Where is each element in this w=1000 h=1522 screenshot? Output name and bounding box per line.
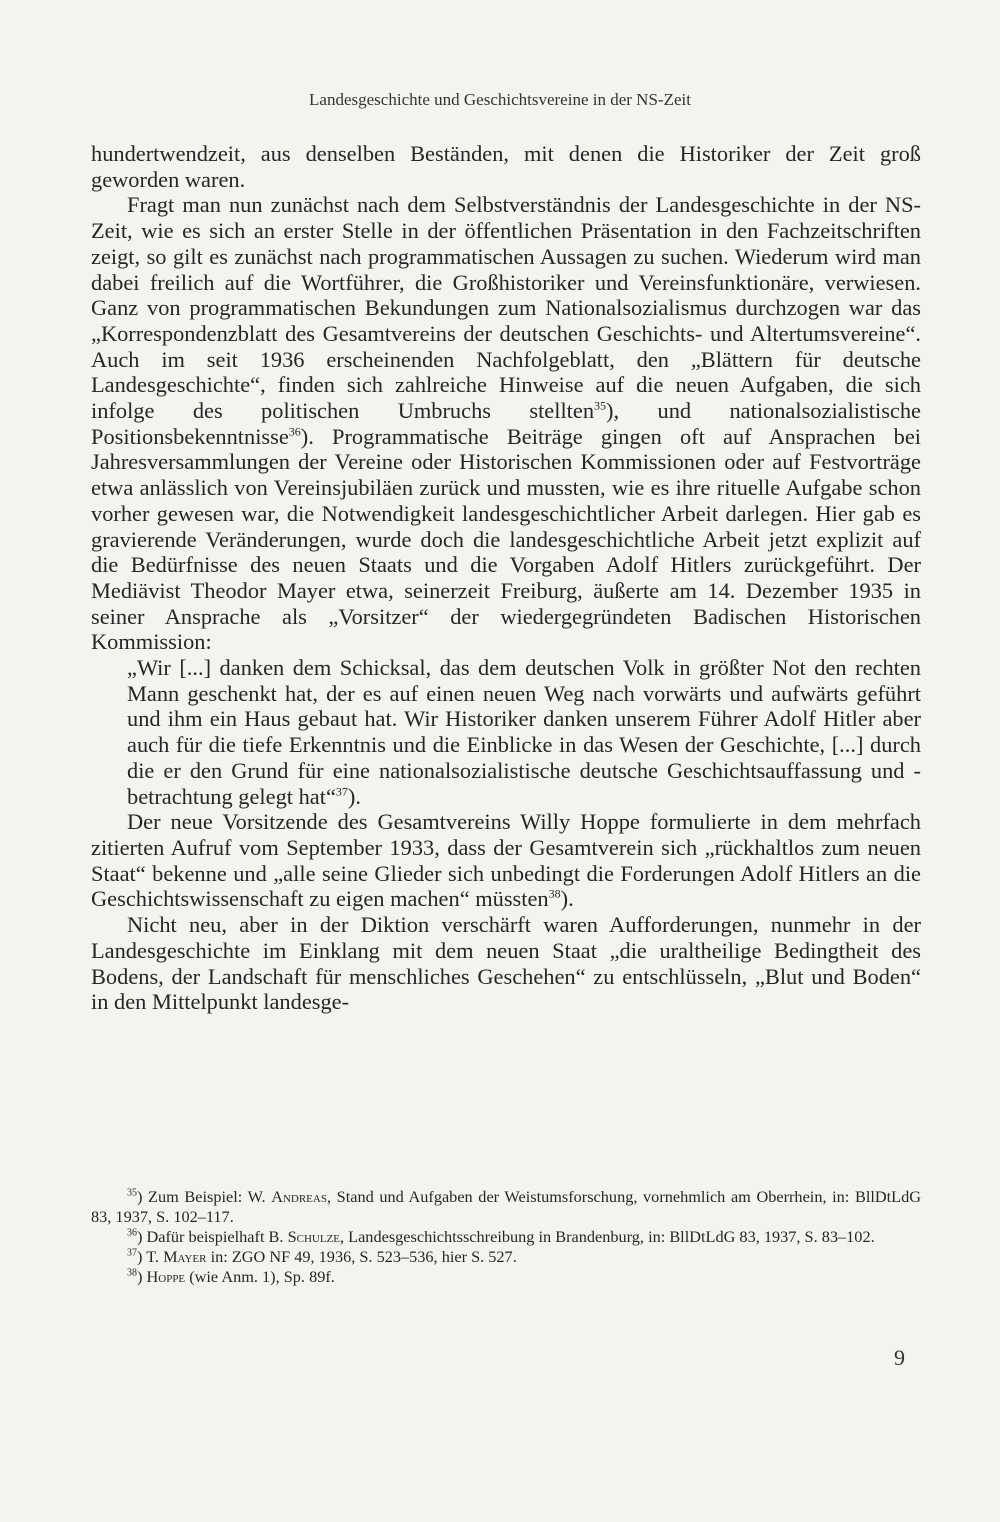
paragraph-hoppe: Der neue Vorsitzende des Gesamtvereins Willy Hoppe formulierte in dem mehrfach zitierten Aufruf vom September 1933, dass der Gesamtverein sich „rückhaltlos zum neuen Staat“ bekenne und „alle seine Glieder sich unbedingt die Forderungen Adolf Hitlers an die Geschichtswissenschaft zu eigen machen“ müssten$^{38}$). <box>91 809 921 912</box>
footnote-ref-38[interactable]: 38 <box>548 886 561 901</box>
page-number: 9 <box>894 1345 905 1370</box>
footnotes <box>91 1187 921 1287</box>
footnote-36: $^{36}$) Dafür beispielhaft B. Schulze, Landesgeschichtsschreibung in Brandenburg, in: BllDtLdG 83, 1937, S. 83–102. <box>127 1227 875 1246</box>
footnote-ref-35[interactable]: 35 <box>594 398 607 413</box>
running-head: Landesgeschichte und Geschichtsvereine in der NS-Zeit <box>309 90 691 109</box>
paragraph-self-understanding: Fragt man nun zunächst nach dem Selbstverständnis der Landesgeschichte in der NS-Zeit, wie es sich an erster Stelle in der öffentlichen Präsentation in den Fachzeitschriften zeigt, so gilt es zunächst nach programmatischen Aussagen zu suchen. Wiederum wird man dabei freilich auf die Wortführer, die Großhistoriker und Vereinsfunktionäre, verwiesen. Ganz von programmatischen Bekundungen zum Nationalsozialismus durchzogen war das „Korrespondenzblatt des Gesamtvereins der deutschen Geschichts- und Altertumsvereine“. Auch im seit 1936 erscheinenden Nachfolgeblatt, den „Blättern für deutsche Landesgeschichte“, finden sich zahlreiche Hinweise auf die neuen Aufgaben, die sich infolge des politischen Umbruchs stellten$^{35}$), und nationalsozialistische Positionsbekenntnisse$^{36}$). Programmatische Beiträge gingen oft auf Ansprachen bei Jahresversammlungen der Vereine oder Historischen Kommissionen oder auf Festvorträge etwa anlässlich von Vereinsjubiläen zurück und mussten, wie es ihre rituelle Aufgabe schon vorher gewesen war, die Notwendigkeit landesgeschichtlicher Arbeit darlegen. Hier gab es gravierende Veränderungen, wurde doch die landesgeschichtliche Arbeit jetzt explizit auf die Bedürfnisse des neuen Staats und die Vorgaben Adolf Hitlers zurückgeführt. Der Mediävist Theodor Mayer etwa, seinerzeit Freiburg, äußerte am 14. Dezember 1935 in seiner Ansprache als „Vorsitzer“ der wiedergegründeten Badischen Historischen Kommission: <box>91 192 921 655</box>
footnote-35: $^{35}$) Zum Beispiel: W. Andreas, Stand und Aufgaben der Weistumsforschung, vornehmlich am Oberrhein, in: BllDtLdG 83, 1937, S. 102–117. <box>91 1187 921 1226</box>
paragraph-continuation: hundertwendzeit, aus denselben Beständen, mit denen die Historiker der Zeit groß geworden waren. <box>91 141 921 192</box>
author-name: Hoppe <box>146 1267 186 1286</box>
footnote-38: $^{38}$) Hoppe (wie Anm. 1), Sp. 89f. <box>127 1267 335 1286</box>
author-name: Schulze <box>287 1227 340 1246</box>
footnote-ref-36[interactable]: 36 <box>288 424 301 439</box>
paragraph-blut-und-boden: Nicht neu, aber in der Diktion verschärft waren Aufforderungen, nunmehr in der Landesgeschichte im Einklang mit dem neuen Staat „die uraltheilige Bedingtheit des Bodens, der Landschaft für menschliches Geschehen“ zu entschlüsseln, „Blut und Boden“ in den Mittelpunkt landesge- <box>91 912 921 1015</box>
block-quote-mayer: „Wir [...] danken dem Schicksal, das dem deutschen Volk in größter Not den rechten Mann geschenkt hat, der es auf einen neuen Weg nach vorwärts und aufwärts geführt und ihm ein Haus gebaut hat. Wir Historiker danken unserem Führer Adolf Hitler aber auch für die tiefe Erkenntnis und die Einblicke in das Wesen der Geschichte, [...] durch die er den Grund für eine nationalsozialistische deutsche Geschichtsauffassung und -betrachtung gelegt hat“$^{37}$). <box>127 655 921 809</box>
author-name: Mayer <box>163 1247 207 1266</box>
footnote-37: $^{37}$) T. Mayer in: ZGO NF 49, 1936, S. 523–536, hier S. 527. <box>127 1247 517 1266</box>
footnote-ref-37[interactable]: 37 <box>335 784 348 799</box>
author-name: Andreas <box>271 1187 327 1206</box>
body-text <box>91 141 921 1015</box>
